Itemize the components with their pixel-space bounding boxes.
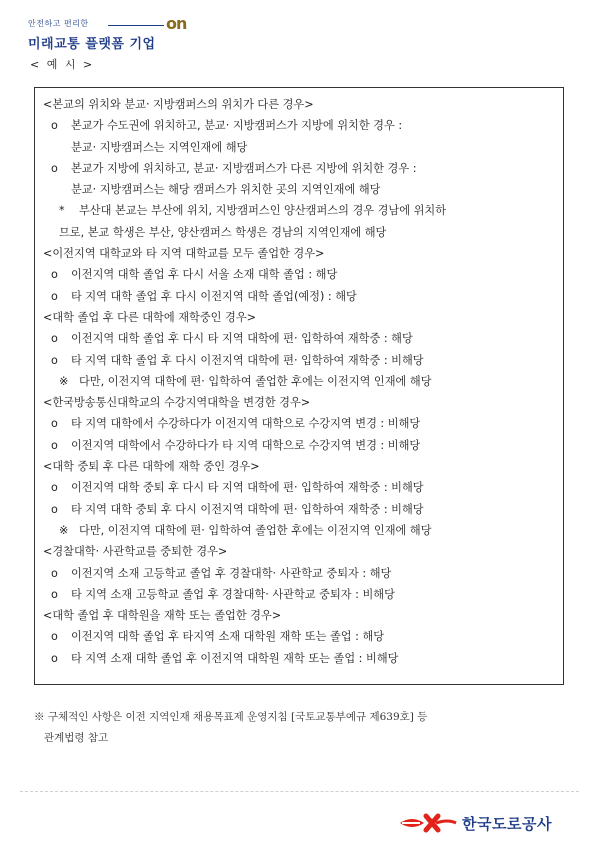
bullet-mark: ※ [59, 523, 69, 537]
line-text: 다만, 이전지역 대학에 편· 입학하여 졸업한 후에는 이전지역 인재에 해당 [79, 374, 432, 388]
tagline: 안전하고 편리한 [28, 19, 89, 28]
list-item [43, 179, 557, 200]
list-item [43, 626, 557, 647]
section-heading [43, 392, 557, 413]
line-text: 분교· 지방캠퍼스는 해당 캠퍼스가 위치한 곳의 지역인재에 해당 [71, 183, 381, 197]
line-text: 본교가 수도권에 위치하고, 분교· 지방캠퍼스가 지방에 위치한 경우 : [71, 119, 403, 133]
list-item [43, 115, 557, 136]
bullet-mark: o [51, 438, 58, 452]
list-item [43, 286, 557, 307]
section-heading [43, 456, 557, 477]
line-text: 이전지역 대학 졸업 후 다시 서울 소재 대학 졸업 : 해당 [71, 268, 338, 282]
bullet-mark: o [51, 566, 58, 580]
example-label: < 예 시 > [30, 58, 95, 71]
line-text: 므로, 본교 학생은 부산, 양산캠퍼스 학생은 경남의 지역인재에 해당 [59, 225, 387, 239]
footnote-line-2: 관계법령 참고 [44, 732, 109, 744]
bullet-mark: * [59, 204, 65, 218]
line-text: <이전지역 대학교와 타 지역 대학교를 모두 졸업한 경우> [43, 247, 325, 261]
company-title: 미래교통 플랫폼 기업 [28, 37, 156, 52]
section-heading [43, 605, 557, 626]
list-item [43, 200, 557, 221]
ex-logo [398, 811, 563, 837]
line-text: <본교의 위치와 분교· 지방캠퍼스의 위치가 다른 경우> [43, 98, 314, 111]
line-text: 이전지역 대학 졸업 후 타지역 소재 대학원 재학 또는 졸업 : 해당 [71, 630, 385, 644]
line-text: 타 지역 소재 대학 졸업 후 이전지역 대학원 재학 또는 졸업 : 비해당 [71, 651, 399, 665]
line-text: <대학 졸업 후 다른 대학에 재학중인 경우> [43, 310, 256, 324]
footer-divider [20, 791, 579, 792]
example-box [34, 87, 564, 685]
list-item [43, 350, 557, 371]
line-text: 본교가 지방에 위치하고, 분교· 지방캠퍼스가 다른 지방에 위치한 경우 : [71, 161, 417, 175]
line-text: 이전지역 소재 고등학교 졸업 후 경찰대학· 사관학교 중퇴자 : 해당 [71, 566, 392, 580]
line-text: 이전지역 대학에서 수강하다가 타 지역 대학으로 수강지역 변경 : 비해당 [71, 438, 421, 452]
list-item [43, 563, 557, 584]
list-item [43, 222, 557, 243]
line-text: 다만, 이전지역 대학에 편· 입학하여 졸업한 후에는 이전지역 인재에 해당 [79, 523, 432, 537]
list-item [43, 137, 557, 158]
section-heading [43, 307, 557, 328]
bullet-mark: o [51, 417, 58, 431]
list-item [43, 584, 557, 605]
section-heading [43, 541, 557, 562]
bullet-mark: o [51, 587, 58, 601]
ex-logo-icon [398, 811, 458, 835]
list-item [43, 413, 557, 434]
company-header [28, 14, 228, 54]
line-text: <대학 중퇴 후 다른 대학에 재학 중인 경우> [43, 460, 260, 474]
line-text: <경찰대학· 사관학교를 중퇴한 경우> [43, 545, 228, 559]
footnote [34, 707, 427, 749]
line-text: <한국방송통신대학교의 수강지역대학을 변경한 경우> [43, 396, 311, 410]
line-text: 타 지역 대학에서 수강하다가 이전지역 대학으로 수강지역 변경 : 비해당 [71, 417, 421, 431]
line-text: <대학 졸업 후 대학원을 재학 또는 졸업한 경우> [43, 609, 282, 623]
list-item [43, 328, 557, 349]
bullet-mark: o [51, 161, 58, 175]
bullet-mark: o [51, 481, 58, 495]
on-logo: on [166, 14, 187, 33]
line-text: 타 지역 소재 고등학교 졸업 후 경찰대학· 사관학교 중퇴자 : 비해당 [71, 587, 395, 601]
line-text: 이전지역 대학 졸업 후 다시 타 지역 대학에 편· 입학하여 재학중 : 해당 [71, 332, 413, 346]
bullet-mark: o [51, 651, 58, 665]
list-item [43, 499, 557, 520]
bullet-mark: o [51, 630, 58, 644]
bullet-mark: o [51, 502, 58, 516]
bullet-mark: o [51, 119, 58, 133]
list-item [43, 477, 557, 498]
section-heading [43, 243, 557, 264]
list-item [43, 520, 557, 541]
line-text: 부산대 본교는 부산에 위치, 지방캠퍼스인 양산캠퍼스의 경우 경남에 위치하 [79, 204, 447, 218]
list-item [43, 648, 557, 669]
section-heading [43, 94, 557, 115]
line-text: 타 지역 대학 졸업 후 다시 이전지역 대학 졸업(예정) : 해당 [71, 289, 357, 303]
list-item [43, 264, 557, 285]
line-text: 타 지역 대학 중퇴 후 다시 이전지역 대학에 편· 입학하여 재학중 : 비해당 [71, 502, 424, 516]
bullet-mark: o [51, 289, 58, 303]
bullet-mark: o [51, 332, 58, 346]
bullet-mark: ※ [59, 374, 69, 388]
line-text: 이전지역 대학 중퇴 후 다시 타 지역 대학에 편· 입학하여 재학중 : 비해당 [71, 481, 424, 495]
footnote-line-1: ※ 구체적인 사항은 이전 지역인재 채용목표제 운영지침 [국토교통부예규 제639호] 등 [34, 711, 428, 723]
line-text: 분교· 지방캠퍼스는 지역인재에 해당 [71, 140, 248, 154]
line-text: 타 지역 대학 졸업 후 다시 이전지역 대학에 편· 입학하여 재학중 : 비해당 [71, 353, 424, 367]
organization-name: 한국도로공사 [462, 815, 552, 833]
list-item [43, 158, 557, 179]
bullet-mark: o [51, 268, 58, 282]
list-item [43, 371, 557, 392]
list-item [43, 435, 557, 456]
bullet-mark: o [51, 353, 58, 367]
tagline-underline [108, 25, 164, 26]
